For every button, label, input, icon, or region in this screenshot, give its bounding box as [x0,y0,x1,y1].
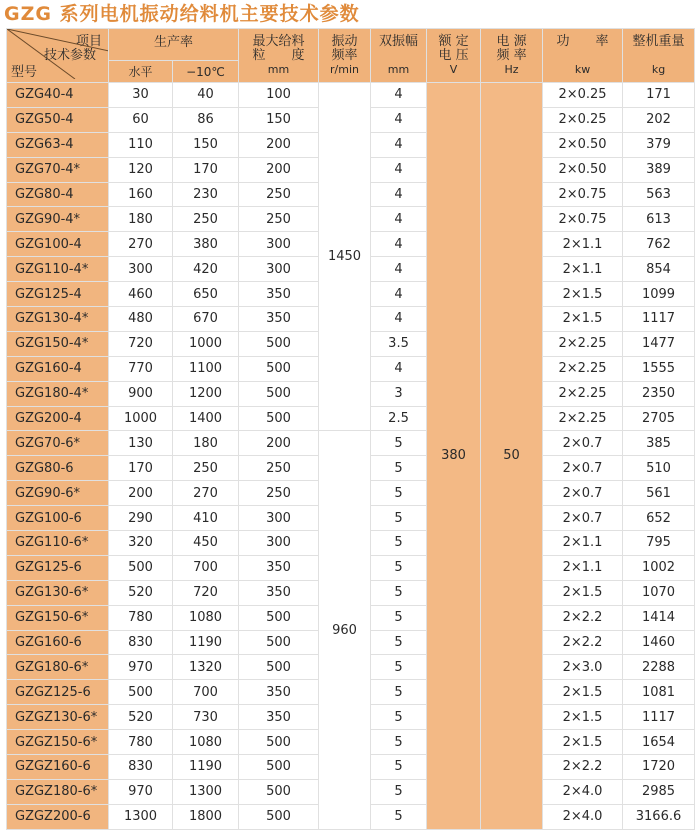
header-params-label: 技术参数 [43,48,96,63]
power-cell: 2×0.50 [543,157,623,182]
max-size-cell: 250 [239,207,319,232]
power-cell: 2×0.50 [543,132,623,157]
max-size-cell: 300 [239,531,319,556]
max-size-cell: 100 [239,83,319,108]
header-power-label: 功 率 [556,33,609,49]
weight-cell: 2350 [623,381,695,406]
max-size-cell: 350 [239,555,319,580]
weight-cell: 510 [623,456,695,481]
power-cell: 2×1.5 [543,730,623,755]
capacity-minus10-cell: 450 [173,531,239,556]
power-cell: 2×0.7 [543,456,623,481]
header-power-unit: kw [574,62,591,76]
capacity-minus10-cell: 1000 [173,331,239,356]
capacity-horizontal-cell: 480 [109,307,173,332]
amplitude-cell: 4 [371,282,427,307]
weight-cell: 3166.6 [623,804,695,829]
model-cell: GZG110-6* [7,531,109,556]
capacity-minus10-cell: 86 [173,107,239,132]
max-size-cell: 500 [239,655,319,680]
capacity-minus10-cell: 270 [173,481,239,506]
capacity-horizontal-cell: 830 [109,755,173,780]
weight-cell: 385 [623,431,695,456]
power-cell: 2×1.5 [543,705,623,730]
amplitude-cell: 5 [371,630,427,655]
capacity-horizontal-cell: 520 [109,580,173,605]
diagonal-header-cell [7,29,109,83]
power-cell: 2×1.5 [543,580,623,605]
model-cell: GZG100-4 [7,232,109,257]
amplitude-cell: 5 [371,580,427,605]
header-frequency-unit: r/min [330,62,359,76]
max-size-cell: 500 [239,331,319,356]
capacity-minus10-cell: 180 [173,431,239,456]
weight-cell: 854 [623,257,695,282]
power-cell: 2×2.25 [543,381,623,406]
amplitude-cell: 5 [371,431,427,456]
power-cell: 2×1.1 [543,232,623,257]
power-cell: 2×1.1 [543,257,623,282]
max-size-cell: 500 [239,381,319,406]
model-cell: GZG180-4* [7,381,109,406]
header-power-frequency-line2: 频 率 [496,47,527,63]
spec-table [6,28,695,830]
amplitude-cell: 4 [371,132,427,157]
max-size-cell: 500 [239,605,319,630]
header-amplitude [371,29,427,83]
capacity-minus10-cell: 150 [173,132,239,157]
amplitude-cell: 4 [371,182,427,207]
max-size-cell: 500 [239,804,319,829]
model-cell: GZGZ130-6* [7,705,109,730]
model-cell: GZG130-6* [7,580,109,605]
power-cell: 2×0.7 [543,431,623,456]
power-cell: 2×0.7 [543,506,623,531]
capacity-minus10-cell: 720 [173,580,239,605]
model-cell: GZG70-4* [7,157,109,182]
amplitude-cell: 5 [371,804,427,829]
amplitude-cell: 5 [371,705,427,730]
power-cell: 2×2.2 [543,755,623,780]
model-cell: GZG40-4 [7,83,109,108]
power-cell: 2×2.25 [543,356,623,381]
model-cell: GZG70-6* [7,431,109,456]
header-model-label: 型号 [11,65,38,80]
capacity-minus10-cell: 1800 [173,804,239,829]
header-max-size-line2: 粒 度 [252,47,305,63]
capacity-horizontal-cell: 30 [109,83,173,108]
power-cell: 2×0.7 [543,481,623,506]
power-cell: 2×4.0 [543,804,623,829]
amplitude-cell: 5 [371,481,427,506]
amplitude-cell: 5 [371,531,427,556]
power-cell: 2×0.25 [543,83,623,108]
capacity-minus10-cell: 650 [173,282,239,307]
model-cell: GZGZ180-6* [7,779,109,804]
power-cell: 2×2.25 [543,331,623,356]
amplitude-cell: 5 [371,779,427,804]
header-power-frequency-line1: 电 源 [496,33,527,49]
weight-cell: 762 [623,232,695,257]
model-cell: GZGZ150-6* [7,730,109,755]
model-cell: GZG150-6* [7,605,109,630]
capacity-minus10-cell: 1300 [173,779,239,804]
power-frequency-cell: 50 [481,83,543,830]
frequency-4pole-cell: 1450 [319,83,371,431]
max-size-cell: 150 [239,107,319,132]
amplitude-cell: 4 [371,232,427,257]
header-capacity-horizontal: 水平 [109,61,173,83]
amplitude-cell: 2.5 [371,406,427,431]
weight-cell: 795 [623,531,695,556]
capacity-minus10-cell: 1190 [173,755,239,780]
capacity-horizontal-cell: 170 [109,456,173,481]
weight-cell: 389 [623,157,695,182]
max-size-cell: 350 [239,705,319,730]
model-cell: GZGZ200-6 [7,804,109,829]
capacity-horizontal-cell: 110 [109,132,173,157]
capacity-minus10-cell: 230 [173,182,239,207]
capacity-horizontal-cell: 200 [109,481,173,506]
capacity-horizontal-cell: 830 [109,630,173,655]
weight-cell: 1414 [623,605,695,630]
capacity-minus10-cell: 1190 [173,630,239,655]
amplitude-cell: 5 [371,655,427,680]
page-title: GZG 系列电机振动给料机主要技术参数 [4,3,360,25]
model-cell: GZG160-4 [7,356,109,381]
power-cell: 2×2.2 [543,630,623,655]
header-weight-label: 整机重量 [632,33,685,49]
header-weight-unit: kg [651,62,666,76]
max-size-cell: 500 [239,356,319,381]
capacity-horizontal-cell: 60 [109,107,173,132]
capacity-horizontal-cell: 300 [109,257,173,282]
header-voltage-line1: 额 定 [438,33,469,49]
capacity-horizontal-cell: 1300 [109,804,173,829]
capacity-horizontal-cell: 900 [109,381,173,406]
weight-cell: 1117 [623,705,695,730]
max-size-cell: 250 [239,182,319,207]
max-size-cell: 350 [239,307,319,332]
header-voltage [427,29,481,83]
power-cell: 2×1.1 [543,555,623,580]
model-cell: GZG100-6 [7,506,109,531]
model-cell: GZG160-6 [7,630,109,655]
model-cell: GZG125-4 [7,282,109,307]
max-size-cell: 350 [239,580,319,605]
capacity-minus10-cell: 40 [173,83,239,108]
amplitude-cell: 4 [371,356,427,381]
capacity-minus10-cell: 1080 [173,730,239,755]
capacity-minus10-cell: 1100 [173,356,239,381]
capacity-minus10-cell: 730 [173,705,239,730]
capacity-horizontal-cell: 120 [109,157,173,182]
power-cell: 2×2.25 [543,406,623,431]
capacity-horizontal-cell: 270 [109,232,173,257]
max-size-cell: 500 [239,779,319,804]
model-cell: GZG125-6 [7,555,109,580]
header-amplitude-unit: mm [387,62,410,76]
amplitude-cell: 5 [371,506,427,531]
capacity-minus10-cell: 410 [173,506,239,531]
capacity-minus10-cell: 1400 [173,406,239,431]
amplitude-cell: 5 [371,755,427,780]
header-amplitude-label: 双振幅 [379,33,419,49]
model-cell: GZG130-4* [7,307,109,332]
header-frequency-line2: 频率 [331,47,358,63]
capacity-minus10-cell: 170 [173,157,239,182]
weight-cell: 563 [623,182,695,207]
weight-cell: 202 [623,107,695,132]
max-size-cell: 500 [239,406,319,431]
capacity-horizontal-cell: 130 [109,431,173,456]
header-item-label: 项目 [75,34,102,49]
weight-cell: 1099 [623,282,695,307]
max-size-cell: 500 [239,630,319,655]
max-size-cell: 350 [239,680,319,705]
amplitude-cell: 4 [371,83,427,108]
capacity-minus10-cell: 700 [173,680,239,705]
amplitude-cell: 5 [371,680,427,705]
table-body [7,83,695,830]
capacity-minus10-cell: 1200 [173,381,239,406]
capacity-minus10-cell: 380 [173,232,239,257]
capacity-minus10-cell: 670 [173,307,239,332]
amplitude-cell: 4 [371,207,427,232]
weight-cell: 1081 [623,680,695,705]
model-cell: GZG80-6 [7,456,109,481]
table-row [7,431,695,456]
model-cell: GZG180-6* [7,655,109,680]
max-size-cell: 250 [239,481,319,506]
model-cell: GZG90-4* [7,207,109,232]
capacity-horizontal-cell: 970 [109,655,173,680]
weight-cell: 2288 [623,655,695,680]
header-capacity: 生产率 [109,29,239,61]
model-cell: GZG90-6* [7,481,109,506]
header-power [543,29,623,83]
capacity-horizontal-cell: 770 [109,356,173,381]
weight-cell: 1555 [623,356,695,381]
capacity-minus10-cell: 1320 [173,655,239,680]
capacity-horizontal-cell: 320 [109,531,173,556]
capacity-horizontal-cell: 290 [109,506,173,531]
capacity-minus10-cell: 250 [173,207,239,232]
header-voltage-line2: 电 压 [438,47,469,63]
header-power-frequency [481,29,543,83]
amplitude-cell: 5 [371,456,427,481]
capacity-minus10-cell: 1080 [173,605,239,630]
table-header [7,29,695,83]
capacity-minus10-cell: 250 [173,456,239,481]
max-size-cell: 500 [239,755,319,780]
power-cell: 2×1.1 [543,531,623,556]
header-max-size [239,29,319,83]
voltage-cell: 380 [427,83,481,830]
max-size-cell: 250 [239,456,319,481]
model-cell: GZG50-4 [7,107,109,132]
amplitude-cell: 5 [371,730,427,755]
max-size-cell: 500 [239,730,319,755]
capacity-horizontal-cell: 500 [109,680,173,705]
capacity-horizontal-cell: 500 [109,555,173,580]
model-cell: GZG110-4* [7,257,109,282]
header-weight [623,29,695,83]
header-frequency-line1: 振动 [331,33,358,49]
power-cell: 2×0.75 [543,182,623,207]
model-cell: GZG63-4 [7,132,109,157]
header-max-size-unit: mm [267,62,290,76]
model-cell: GZGZ160-6 [7,755,109,780]
weight-cell: 2985 [623,779,695,804]
amplitude-cell: 5 [371,605,427,630]
power-cell: 2×3.0 [543,655,623,680]
weight-cell: 561 [623,481,695,506]
power-cell: 2×4.0 [543,779,623,804]
header-power-frequency-unit: Hz [504,62,519,76]
weight-cell: 1070 [623,580,695,605]
table-row [7,83,695,108]
weight-cell: 171 [623,83,695,108]
power-cell: 2×2.2 [543,605,623,630]
max-size-cell: 200 [239,157,319,182]
max-size-cell: 300 [239,232,319,257]
amplitude-cell: 4 [371,307,427,332]
capacity-horizontal-cell: 160 [109,182,173,207]
frequency-6pole-cell: 960 [319,431,371,829]
model-cell: GZG80-4 [7,182,109,207]
weight-cell: 613 [623,207,695,232]
weight-cell: 2705 [623,406,695,431]
weight-cell: 1477 [623,331,695,356]
max-size-cell: 300 [239,506,319,531]
weight-cell: 1654 [623,730,695,755]
amplitude-cell: 3.5 [371,331,427,356]
amplitude-cell: 4 [371,107,427,132]
weight-cell: 1002 [623,555,695,580]
header-capacity-minus10: −10℃ [173,61,239,83]
capacity-horizontal-cell: 970 [109,779,173,804]
amplitude-cell: 4 [371,257,427,282]
weight-cell: 1460 [623,630,695,655]
capacity-horizontal-cell: 780 [109,605,173,630]
header-frequency [319,29,371,83]
weight-cell: 1720 [623,755,695,780]
amplitude-cell: 4 [371,157,427,182]
capacity-horizontal-cell: 1000 [109,406,173,431]
capacity-horizontal-cell: 780 [109,730,173,755]
model-cell: GZGZ125-6 [7,680,109,705]
max-size-cell: 300 [239,257,319,282]
capacity-minus10-cell: 420 [173,257,239,282]
capacity-horizontal-cell: 720 [109,331,173,356]
amplitude-cell: 3 [371,381,427,406]
power-cell: 2×0.75 [543,207,623,232]
max-size-cell: 200 [239,431,319,456]
weight-cell: 652 [623,506,695,531]
capacity-horizontal-cell: 460 [109,282,173,307]
header-voltage-unit: V [449,62,458,76]
amplitude-cell: 5 [371,555,427,580]
model-cell: GZG150-4* [7,331,109,356]
power-cell: 2×0.25 [543,107,623,132]
model-cell: GZG200-4 [7,406,109,431]
weight-cell: 379 [623,132,695,157]
max-size-cell: 350 [239,282,319,307]
header-max-size-line1: 最大给料 [252,33,305,49]
power-cell: 2×1.5 [543,307,623,332]
capacity-minus10-cell: 700 [173,555,239,580]
power-cell: 2×1.5 [543,282,623,307]
weight-cell: 1117 [623,307,695,332]
max-size-cell: 200 [239,132,319,157]
power-cell: 2×1.5 [543,680,623,705]
capacity-horizontal-cell: 520 [109,705,173,730]
capacity-horizontal-cell: 180 [109,207,173,232]
